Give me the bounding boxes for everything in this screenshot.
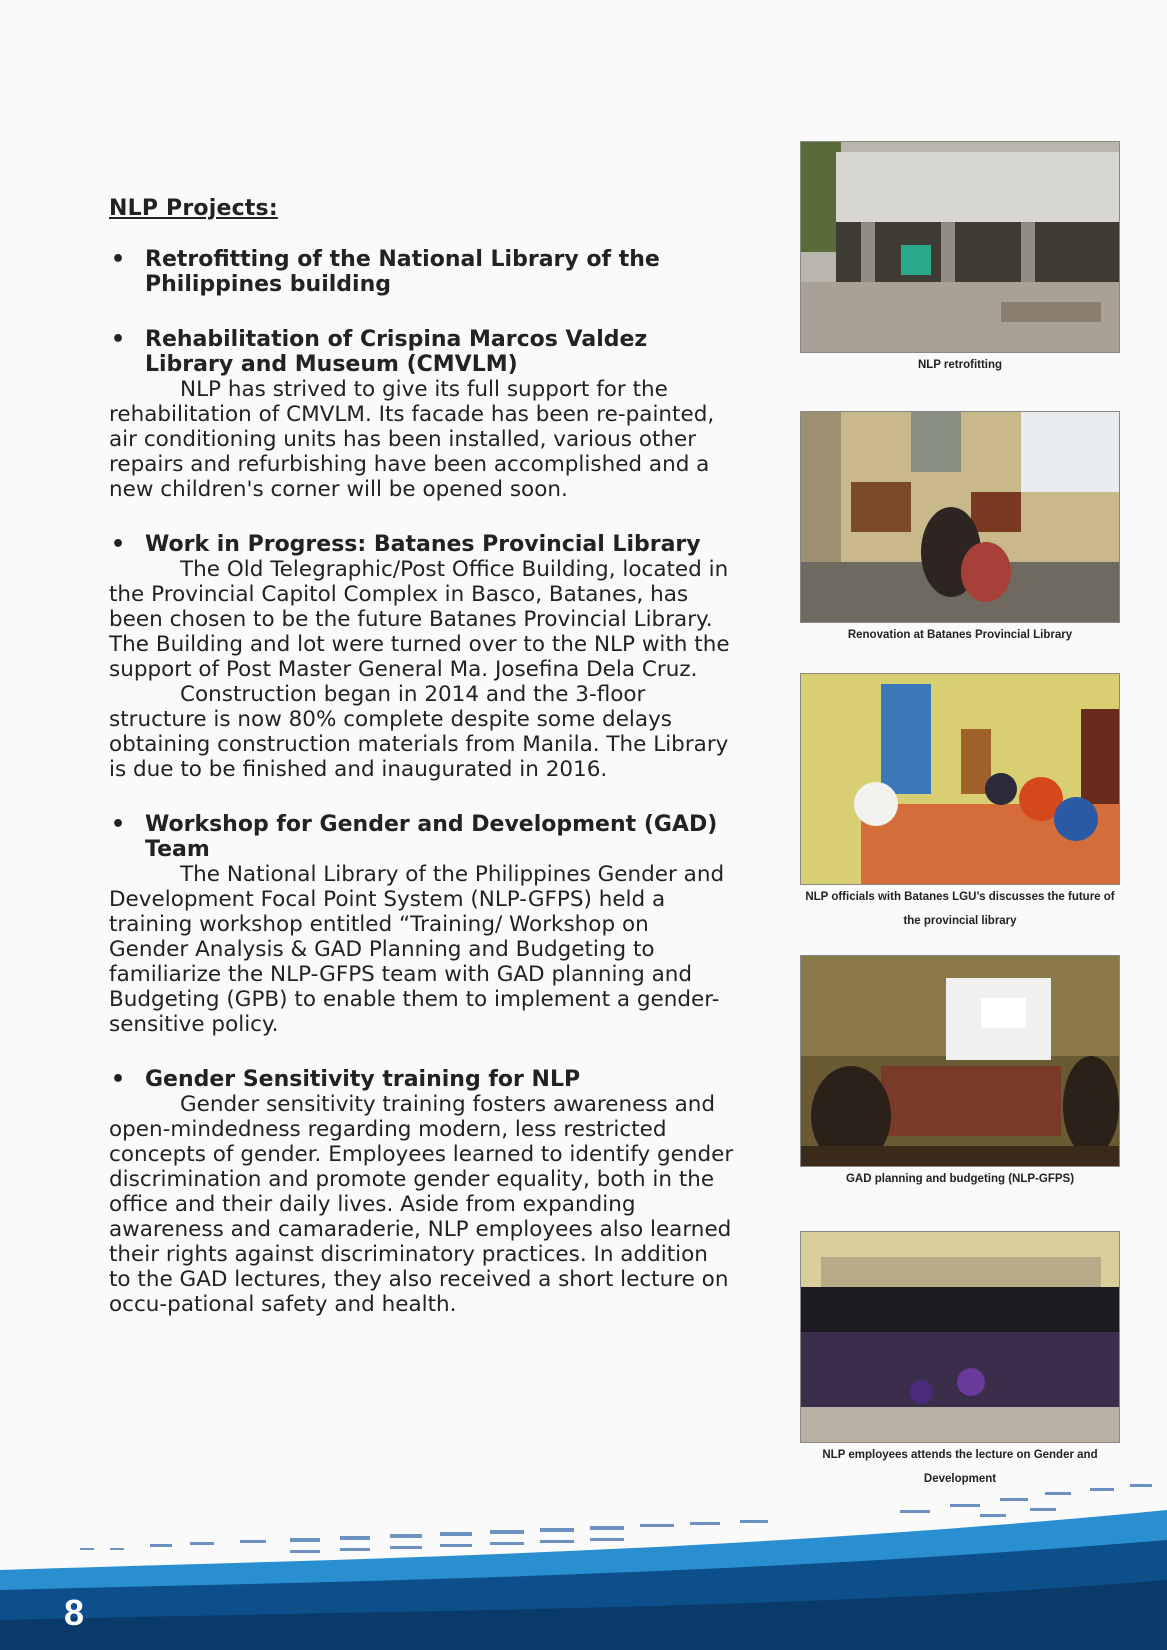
footer-wave <box>0 1470 1167 1650</box>
project-title: Gender Sensitivity training for NLP <box>145 1067 581 1092</box>
photo-renovation <box>800 411 1120 623</box>
project-item <box>109 327 734 502</box>
building-image <box>801 142 1119 352</box>
photo-caption: GAD planning and budgeting (NLP-GFPS) <box>845 1173 1075 1185</box>
article-content <box>109 196 734 1347</box>
photo-caption: NLP employees attends the lecture on Gender and Development <box>822 1449 1098 1485</box>
photo-caption: NLP officials with Batanes LGU’s discusses the future of the provincial library <box>805 891 1115 927</box>
section-heading: NLP Projects: <box>109 196 278 221</box>
photo-block <box>800 141 1120 377</box>
project-paragraph: Gender sensitivity training fosters awareness and open-mindedness regarding modern, less restricted concepts of gender. Employees learned to identify gender discrimination and promote gender equality, both in the office and their daily lives. Aside from expanding awareness and camaraderie, NLP employees also learned their rights against discriminatory practices. In addition to the GAD lectures, they also received a short lecture on occu-pational safety and health. <box>109 1092 734 1317</box>
project-paragraph: The Old Telegraphic/Post Office Building, located in the Provincial Capitol Complex in Basco, Batanes, has been chosen to be the future Batanes Provincial Library. The Building and lot were turned over to the NLP with the support of Post Master General Ma. Josefina Dela Cruz. <box>109 557 730 682</box>
project-paragraph: The National Library of the Philippines Gender and Development Focal Point System (NLP-GFPS) held a training workshop entitled “Training/ Workshop on Gender Analysis & GAD Planning and Budgeting to familiarize the NLP-GFPS team with GAD planning and Budgeting (GPB) to enable them to implement a gender-sensitive policy. <box>109 862 725 1037</box>
bullet: • <box>111 532 126 557</box>
gad-planning-image <box>801 956 1119 1166</box>
project-title: Retrofitting of the National Library of the Philippines building <box>145 247 660 297</box>
project-paragraph: NLP has strived to give its full support for the rehabilitation of CMVLM. Its facade has been re-painted, air conditioning units has been installed, various other repairs and refurbishing have been accomplished and a new children's corner will be opened soon. <box>109 377 715 502</box>
page-number: 8 <box>64 1592 85 1633</box>
renovation-image <box>801 412 1119 622</box>
bullet: • <box>111 812 126 837</box>
project-item <box>109 532 734 782</box>
photo-block <box>800 673 1120 933</box>
photo-block <box>800 1231 1120 1491</box>
photo-meeting <box>800 673 1120 885</box>
project-paragraph: Construction began in 2014 and the 3-floor structure is now 80% complete despite some delays obtaining construction materials from Manila. The Library is due to be finished and inaugurated in 2016. <box>109 682 729 782</box>
meeting-image <box>801 674 1119 884</box>
project-item <box>109 812 734 1037</box>
photo-block <box>800 411 1120 647</box>
bullet: • <box>111 327 126 352</box>
photo-group <box>800 1231 1120 1443</box>
bullet: • <box>111 247 126 272</box>
photo-gad-planning <box>800 955 1120 1167</box>
photo-caption: NLP retrofitting <box>917 359 1003 371</box>
bullet: • <box>111 1067 126 1092</box>
project-title: Workshop for Gender and Development (GAD) Team <box>145 812 718 862</box>
project-title: Work in Progress: Batanes Provincial Library <box>145 532 701 557</box>
photo-block <box>800 955 1120 1191</box>
photo-caption: Renovation at Batanes Provincial Library <box>847 629 1073 641</box>
project-title: Rehabilitation of Crispina Marcos Valdez Library and Museum (CMVLM) <box>145 327 648 377</box>
project-item <box>109 247 734 297</box>
group-photo-image <box>801 1232 1119 1442</box>
project-item <box>109 1067 734 1317</box>
photo-retrofitting <box>800 141 1120 353</box>
